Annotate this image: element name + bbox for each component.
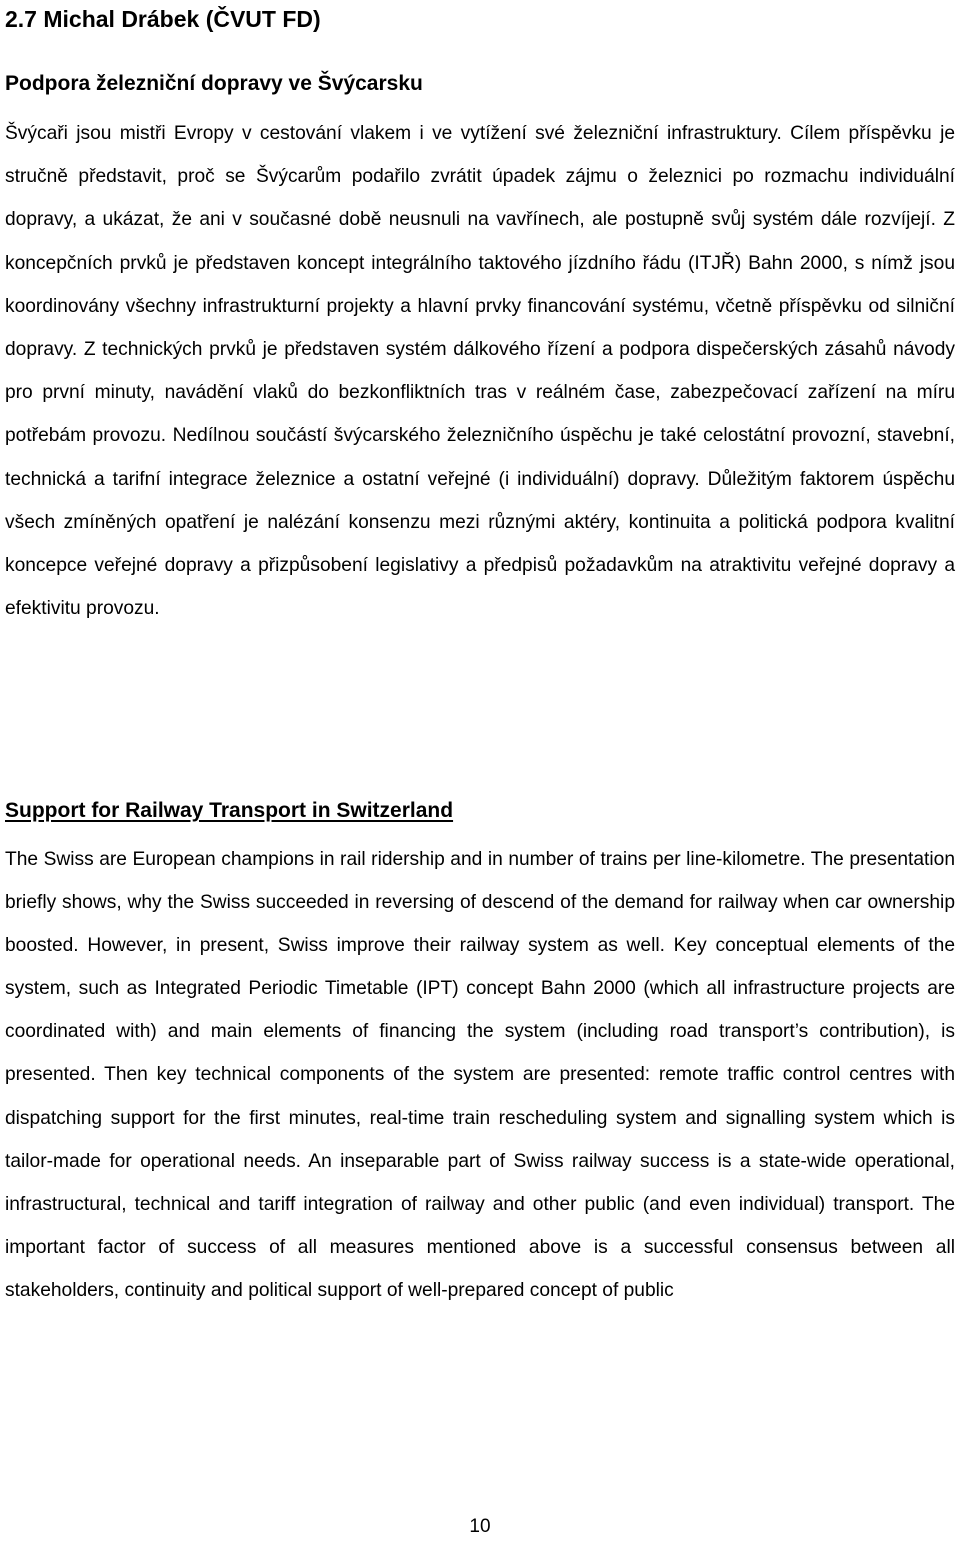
czech-abstract-paragraph: Švýcaři jsou mistři Evropy v cestování vlakem i ve vytížení své železniční infrastruktury. Cílem příspěvku je stručně představit, proč se Švýcarům podařilo zvrátit úpadek zájmu o železnici po rozmachu individuální dopravy, a ukázat, že ani v současné době neusnuli na vavřínech, ale postupně svůj systém dále rozvíjejí. Z koncepčních prvků je představen koncept integrálního taktového jízdního řádu (ITJŘ) Bahn 2000, s nímž jsou koordinovány všechny infrastrukturní projekty a hlavní prvky financování systému, včetně příspěvku od silniční dopravy. Z technických prvků je představen systém dálkového řízení a podpora dispečerských zásahů návody pro první minuty, navádění vlaků do bezkonfliktních tras v reálném čase, zabezpečovací zařízení na míru potřebám provozu. Nedílnou součástí švýcarského železničního úspěchu je také celostátní provozní, stavební, technická a tarifní integrace železnice a ostatní veřejné (i individuální) dopravy. Důležitým faktorem úspěchu všech zmíněných opatření je nalézání konsenzu mezi různými aktéry, kontinuita a politická podpora kvalitní koncepce veřejné dopravy a přizpůsobení legislativy a předpisů požadavkům na atraktivitu veřejné dopravy a efektivitu provozu. [5, 123, 955, 620]
english-abstract-paragraph: The Swiss are European champions in rail ridership and in number of trains per line-kilometre. The presentation briefly shows, why the Swiss succeeded in reversing of descend of the demand for railway when car ownership boosted. However, in present, Swiss improve their railway system as well. Key conceptual elements of the system, such as Integrated Periodic Timetable (IPT) concept Bahn 2000 (which all infrastructure projects are coordinated with) and main elements of financing the system (including road transport’s contribution), is presented. Then key technical components of the system are presented: remote traffic control centres with dispatching support for the first minutes, real-time train rescheduling system and signalling system which is tailor-made for operational needs. An inseparable part of Swiss railway success is a state-wide operational, infrastructural, technical and tariff integration of railway and other public (and even individual) transport. The important factor of success of all measures mentioned above is a successful consensus between all stakeholders, continuity and political support of well-prepared concept of public [5, 849, 955, 1301]
czech-title: Podpora železniční dopravy ve Švýcarsku [5, 72, 423, 95]
english-title: Support for Railway Transport in Switzerland [5, 799, 454, 822]
page-number: 10 [469, 1516, 491, 1537]
section-heading: 2.7 Michal Drábek (ČVUT FD) [5, 6, 321, 32]
